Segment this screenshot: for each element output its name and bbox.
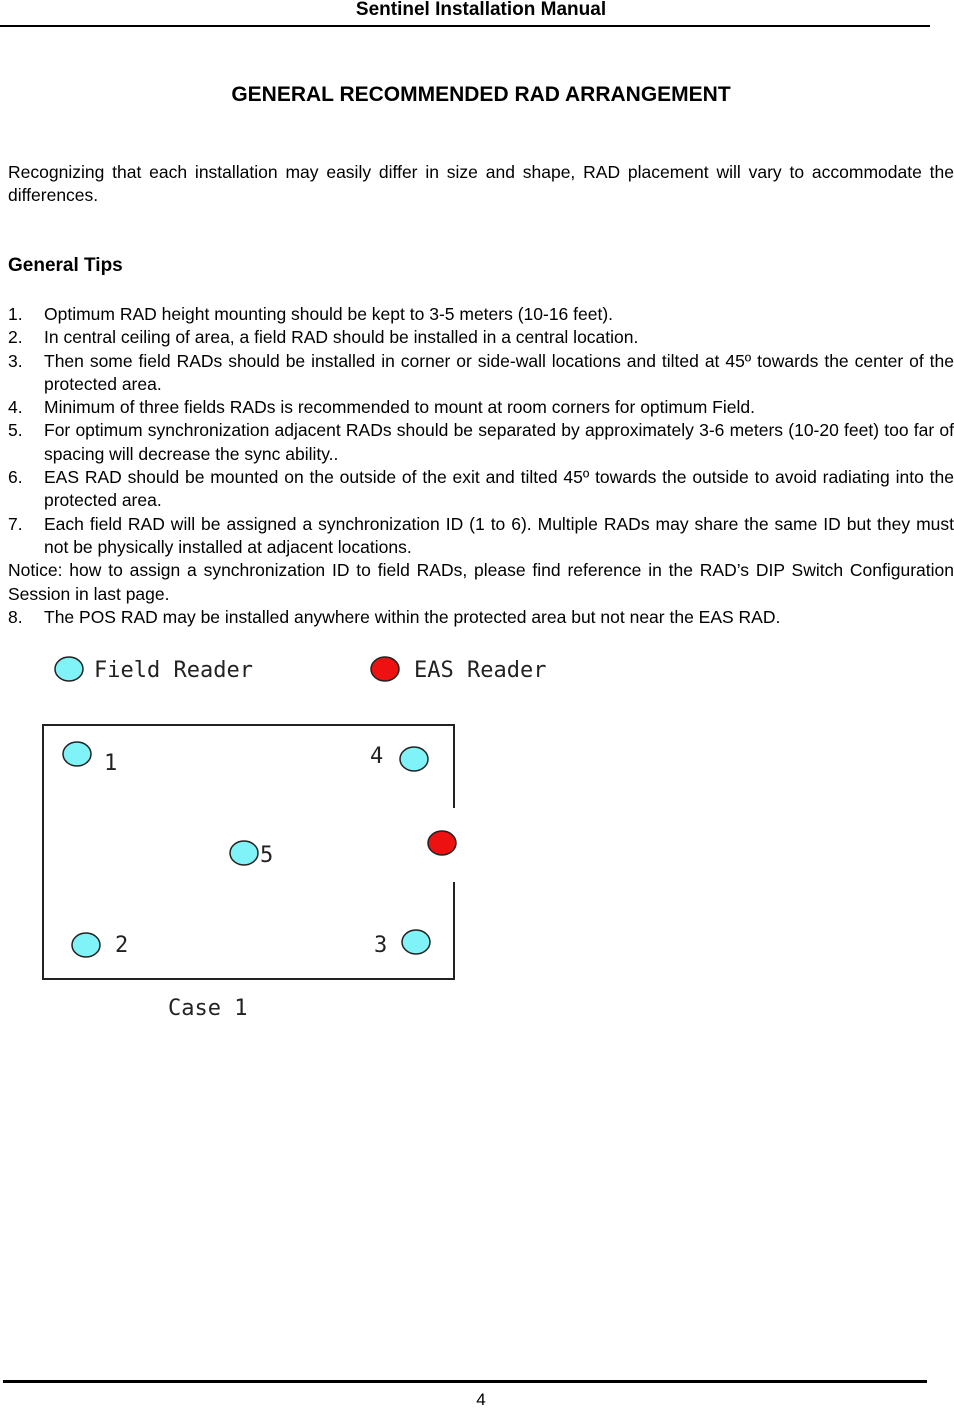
tip-number: 1. <box>8 304 23 324</box>
tip-number: 2. <box>8 327 23 348</box>
tip-text: The POS RAD may be installed anywhere within the protected area but not near the EAS RAD. <box>44 606 781 627</box>
tips-heading: General Tips <box>8 255 123 276</box>
reader-label-5: 5 <box>260 843 274 868</box>
tip-number: 7. <box>8 513 23 534</box>
tip-item <box>8 513 954 560</box>
legend-field-reader-label: Field Reader <box>94 658 253 683</box>
field-reader-5-icon <box>230 841 258 865</box>
tip-text: Each field RAD will be assigned a synchronization ID (1 to 6). Multiple RADs may share the same ID but they must not be physically installed at adjacent locations. <box>44 513 954 557</box>
header-rule <box>0 25 930 27</box>
tip-text: EAS RAD should be mounted on the outside of the exit and tilted 45º towards the outside to avoid radiating into the protected area. <box>44 467 954 511</box>
tip-item <box>8 350 954 397</box>
field-reader-4-icon <box>400 747 428 771</box>
legend-eas-reader-label: EAS Reader <box>414 658 547 683</box>
section-title: GENERAL RECOMMENDED RAD ARRANGEMENT <box>231 83 731 106</box>
tip-item <box>8 606 954 629</box>
tip-number: 5. <box>8 420 23 441</box>
reader-label-1: 1 <box>104 751 118 776</box>
footer-rule <box>3 1380 927 1383</box>
figure-caption: Case 1 <box>168 996 248 1021</box>
running-header: Sentinel Installation Manual <box>355 0 607 20</box>
tip-item <box>8 396 954 419</box>
tip-item <box>8 326 954 349</box>
tip-number: 8. <box>8 606 23 627</box>
intro-paragraph: Recognizing that each installation may easily differ in size and shape, RAD placement will vary to accommodate the differences. <box>8 162 954 205</box>
tip-text: Minimum of three fields RADs is recommended to mount at room corners for optimum Field. <box>44 397 755 418</box>
eas-reader-icon <box>428 831 456 855</box>
reader-label-2: 2 <box>115 933 129 958</box>
page-number: 4 <box>476 1390 486 1409</box>
tip-text: Optimum RAD height mounting should be kept to 3-5 meters (10-16 feet). <box>44 304 614 324</box>
tip-item <box>8 303 954 326</box>
field-reader-3-icon <box>402 930 430 954</box>
notice-paragraph: Notice: how to assign a synchronization ID to field RADs, please find reference in the RAD’s DIP Switch Configuration Session in last page. <box>8 560 954 604</box>
tip-text: In central ceiling of area, a field RAD should be installed in a central location. <box>44 327 639 348</box>
field-reader-2-icon <box>72 933 100 957</box>
legend-eas-reader-icon <box>371 657 399 681</box>
tip-item <box>8 419 954 466</box>
tip-number: 4. <box>8 397 23 418</box>
tip-number: 6. <box>8 467 23 488</box>
tip-item <box>8 466 954 513</box>
tip-text: For optimum synchronization adjacent RADs should be separated by approximately 3-6 meters (10-20 feet) too far of spacing will decrease the sync ability.. <box>44 420 954 464</box>
field-reader-1-icon <box>63 742 91 766</box>
reader-label-3: 3 <box>374 933 388 958</box>
tip-text: Then some field RADs should be installed in corner or side-wall locations and tilted at 45º towards the center of the protected area. <box>44 350 954 394</box>
tip-number: 3. <box>8 350 23 371</box>
rad-arrangement-diagram <box>0 640 600 1040</box>
tips-list <box>8 303 954 629</box>
legend-field-reader-icon <box>55 657 83 681</box>
reader-label-4: 4 <box>370 744 384 769</box>
